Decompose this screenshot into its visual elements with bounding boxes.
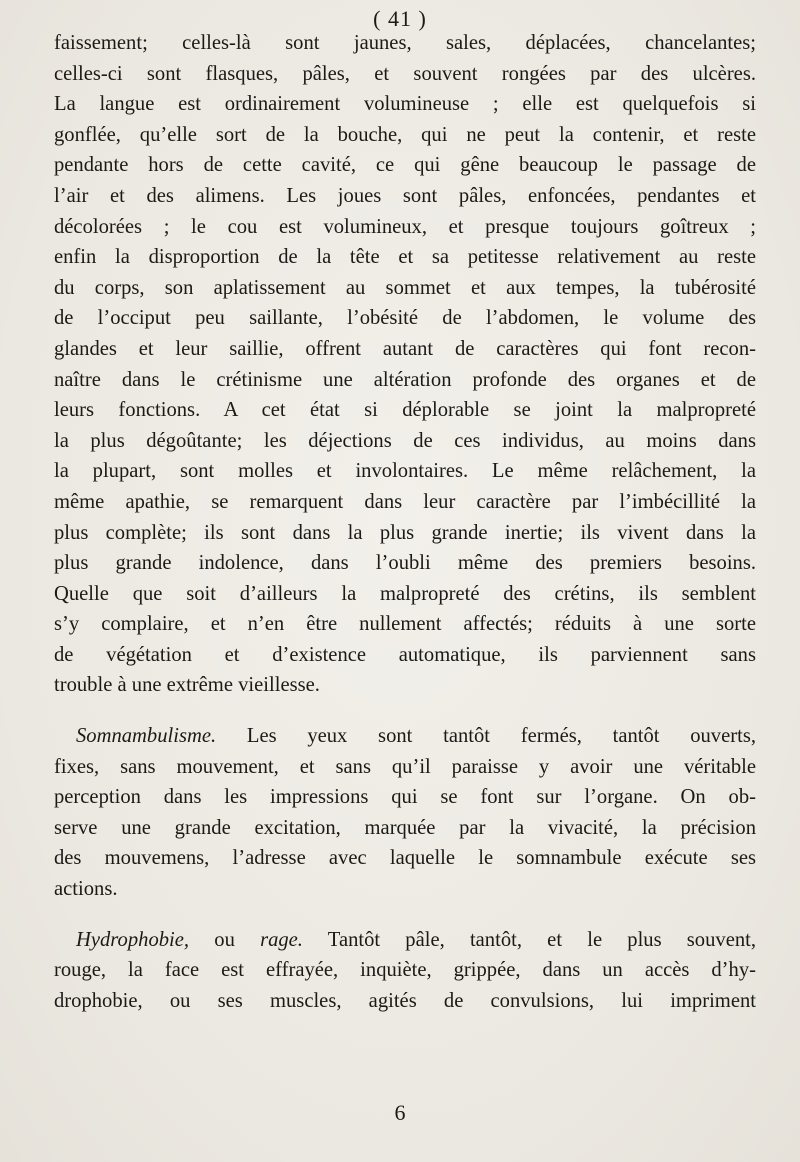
signature-mark: 6 — [394, 1100, 406, 1125]
paragraph-cretinism — [54, 28, 756, 701]
paragraph-gap — [54, 701, 756, 721]
text-line: enfin la disproportion de la tête et sa petitesse relativement au reste — [54, 246, 756, 269]
text-line: de l’occiput peu saillante, l’obésité de l’abdomen, le volume des — [54, 307, 756, 330]
text-span: Tantôt pâle, tantôt, et le plus souvent, — [327, 928, 757, 951]
paragraph-gap — [54, 905, 756, 925]
page-number: ( 41 ) — [373, 6, 427, 31]
paragraph-somnambulism — [54, 721, 756, 905]
text-span: ou — [214, 928, 235, 951]
text-line: pendante hors de cette cavité, ce qui gêne beaucoup le passage de — [54, 154, 756, 177]
text-line: décolorées ; le cou est volumineux, et presque toujours goîtreux ; — [54, 215, 756, 238]
text-line: rouge, la face est effrayée, inquiète, grippée, dans un accès d’hy- — [54, 959, 756, 982]
text-line: fixes, sans mouvement, et sans qu’il paraisse y avoir une véritable — [54, 755, 756, 778]
text-line: actions. — [54, 878, 118, 901]
text-line: Quelle que soit d’ailleurs la malpropreté des crétins, ils semblent — [54, 582, 756, 605]
text-line: des mouvemens, l’adresse avec laquelle le somnambule exécute ses — [54, 847, 756, 870]
text-line: gonflée, qu’elle sort de la bouche, qui ne peut la contenir, et reste — [54, 123, 756, 146]
text-line — [54, 925, 756, 956]
text-span: Les yeux sont tantôt fermés, tantôt ouverts, — [246, 725, 756, 748]
text-line: celles-ci sont flasques, pâles, et souvent rongées par des ulcères. — [54, 62, 756, 85]
text-line: la plus dégoûtante; les déjections de ces individus, au moins dans — [54, 429, 756, 452]
page-body — [54, 28, 756, 1016]
text-line: leurs fonctions. A cet état si déplorable se joint la malpropreté — [54, 399, 756, 422]
text-line: plus grande indolence, dans l’oubli même des premiers besoins. — [54, 552, 756, 575]
text-line: La langue est ordinairement volumineuse ; elle est quelquefois si — [54, 93, 756, 116]
text-line — [54, 721, 756, 752]
section-heading: Somnambulisme. — [76, 725, 217, 748]
text-line: faissement; celles-là sont jaunes, sales, déplacées, chancelantes; — [54, 32, 756, 54]
text-line: serve une grande excitation, marquée par la vivacité, la précision — [54, 816, 756, 839]
text-line: même apathie, se remarquent dans leur caractère par l’imbécillité la — [54, 490, 756, 513]
text-line: du corps, son aplatissement au sommet et aux tempes, la tubérosité — [54, 276, 756, 299]
text-line: plus complète; ils sont dans la plus grande inertie; ils vivent dans la — [54, 521, 756, 544]
section-heading: Hydrophobie, — [76, 928, 190, 951]
paragraph-hydrophobia — [54, 925, 756, 1017]
text-line: trouble à une extrême vieillesse. — [54, 674, 320, 697]
text-line: la plupart, sont molles et involontaires. Le même relâchement, la — [54, 460, 756, 483]
text-line: perception dans les impressions qui se font sur l’organe. On ob- — [54, 786, 756, 809]
text-line: glandes et leur saillie, offrent autant de caractères qui font recon- — [54, 337, 756, 360]
section-heading-alt: rage. — [260, 928, 303, 951]
text-line: de végétation et d’existence automatique, ils parviennent sans — [54, 643, 756, 666]
text-line: drophobie, ou ses muscles, agités de convulsions, lui impriment — [54, 989, 756, 1012]
text-line: s’y complaire, et n’en être nullement affectés; réduits à une sorte — [54, 613, 756, 636]
text-line: l’air et des alimens. Les joues sont pâles, enfoncées, pendantes et — [54, 184, 756, 207]
text-line: naître dans le crétinisme une altération profonde des organes et de — [54, 368, 756, 391]
